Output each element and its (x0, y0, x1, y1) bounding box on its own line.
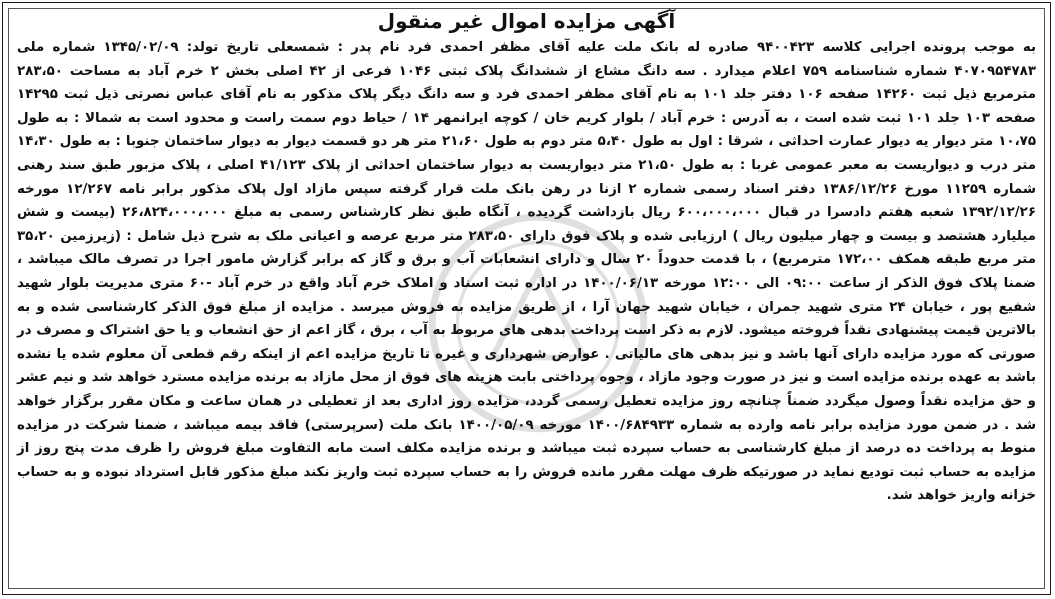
notice-frame (2, 2, 1051, 595)
notice-title: آگهی مزایده اموال غیر منقول (377, 9, 676, 33)
notice-body: به موجب پرونده اجرایی کلاسه ۹۴۰۰۴۲۳ صادره له بانک ملت علیه آقای مظفر احمدی فرد نام پدر : شمسعلی تاریخ تولد: ۱۳۴۵/۰۲/۰۹ شماره ملی ۴۰۷۰۹۵۴۷۸۳ شماره شناسنامه ۷۵۹ اعلام میدارد . سه دانگ مشاع از ششدانگ پلاک ثبتی ۱۰۴۶ فرعی از ۴۲ اصلی بخش ۲ خرم آباد به مساحت ۲۸۳،۵۰ مترمربع ذیل ثبت ۱۴۲۶۰ صفحه ۱۰۶ دفتر جلد ۱۰۱ به نام آقای مظفر احمدی فرد و سه دانگ دیگر پلاک مذکور به نام آقای عباس نصرتی ذیل ثبت ۱۴۲۹۵ صفحه ۱۰۳ جلد ۱۰۱ ثبت شده است ، به آدرس : خرم آباد / بلوار کریم خان / کوچه ایرانمهر ۱۴ / حیاط دوم سمت راست و محدود است به شمالا : به طول ۱۰،۷۵ متر دیوار یه دیوار عمارت احداثی ، شرقا : اول به طول ۵،۴۰ متر دوم به طول ۲۱،۶۰ متر هر دو قسمت دیوار به دیوار ساختمان جنوبا : به طول ۱۴،۳۰ متر درب و دیواریست به معبر عمومی غربا : به طول ۲۱،۵۰ متر دیواریست به دیوار ساختمان احداثی از پلاک ۴۱/۱۲۳ اصلی ، پلاک مزبور طبق سند رهنی شماره ۱۱۲۵۹ مورخ ۱۳۸۶/۱۲/۲۶ دفتر اسناد رسمی شماره ۲ ازنا در رهن بانک ملت قرار گرفته سپس مازاد اول پلاک مذکور برابر نامه ۱۲/۲۶۷ مورخه ۱۳۹۲/۱۲/۲۶ شعبه هفتم دادسرا در قبال ۶۰۰،۰۰۰،۰۰۰ ریال بازداشت گردیده ، آنگاه طبق نظر کارشناس رسمی به مبلغ ۲۶،۸۲۴،۰۰۰،۰۰۰ (بیست و شش میلیارد هشتصد و بیست و چهار میلیون ریال ) ارزیابی شده و پلاک فوق دارای ۲۸۳،۵۰ متر مربع عرصه و اعیانی ملک به شرح ذیل شامل : (زیرزمین ۳۵،۲۰ متر مربع طبقه همکف ۱۷۲،۰۰ مترمربع) ، با قدمت حدوداً ۲۰ سال و دارای انشعابات آب و برق و گاز که برابر گزارش مامور اجرا در تصرف مالک میباشد ، ضمنا پلاک فوق الذکر از ساعت ۰۹:۰۰ الی ۱۲:۰۰ مورخه ۱۴۰۰/۰۶/۱۳ در اداره ثبت اسناد و املاک خرم آباد واقع در خرم آباد -۶۰ متری مدیریت بلوار شهید شفیع پور ، خیابان ۲۴ متری شهید جمران ، خیابان شهید جهان آرا ، از طریق مزایده به فروش میرسد . مزایده از مبلغ فوق الذکر کارشناسی شده و به بالاترین قیمت پیشنهادی نقداً فروخته میشود. لازم به ذکر است پرداخت بدهی های مربوط به آب ، برق ، گاز اعم از حق انشعاب و یا حق اشتراک و مصرف در صورتی که مورد مزایده دارای آنها باشد و نیز بدهی های مالیاتی . عوارض شهرداری و غیره تا تاریخ مزایده اعم از اینکه رقم قطعی آن معلوم شده یا نشده باشد به عهده برنده مزایده است و نیز در صورت وجود مازاد ، وجوه پرداختی بابت هزینه های فوق از محل مازاد به برنده مزایده مسترد خواهد شد و نیم عشر و حق مزایده نقداً وصول میگردد ضمناً چنانچه روز مزایده تعطیل رسمی گردد، مزایده روز اداری بعد از تعطیلی در همان ساعت و مکان مقرر برگزار خواهد شد . در ضمن مورد مزایده برابر نامه وارده به شماره ۱۴۰۰/۶۸۴۹۳۳ مورخه ۱۴۰۰/۰۵/۰۹ بانک ملت (سرپرستی) فاقد بیمه میباشد ، ضمنا شرکت در مزایده منوط به پرداخت ده درصد از مبلغ کارشناسی به حساب سپرده ثبت میباشد و برنده مزایده مکلف است مابه التفاوت مبلغ فروش را ظرف مدت پنج روز از مزایده به حساب ثبت توديع نمايد در صورتیکه ظرف مهلت مقرر مانده فروش را به حساب سپرده ثبت واریز نکند مبلغ مذکور قابل استرداد نبوده و به حساب خزانه واریز خواهد شد. (17, 40, 1037, 504)
